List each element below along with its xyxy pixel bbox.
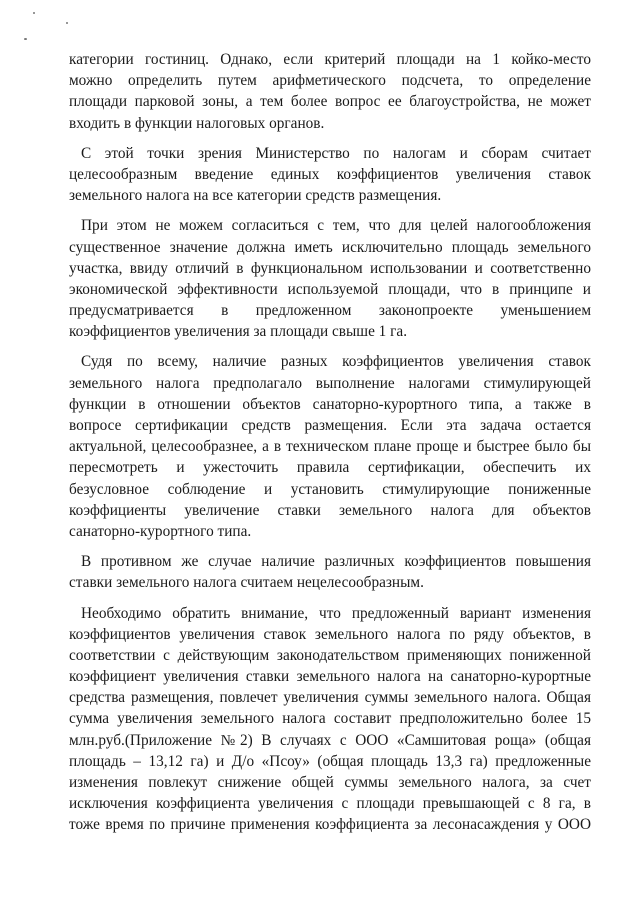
text-line: коэффициентов увеличения ставок земельного налога по ряду объектов, в xyxy=(69,625,591,643)
text-line: сумма увеличения земельного налога составит предположительно более 15 xyxy=(69,710,591,728)
paragraph xyxy=(69,551,591,593)
scan-speck xyxy=(66,22,68,24)
text-line: санаторно-курортного типа. xyxy=(69,522,252,540)
text-line: функции в отношении объектов санаторно-курортного типа, а также в xyxy=(69,395,591,413)
text-line: При этом не можем согласиться с тем, что для целей налогообложения xyxy=(81,217,591,235)
text-line: коэффициентов увеличения за площади свыше 1 га. xyxy=(69,323,408,341)
text-line: площади парковой зоны, а тем более вопрос ее благоустройства, не может xyxy=(69,93,591,111)
text-line: существенное значение должна иметь исключительно площадь земельного xyxy=(69,238,591,256)
text-line: экономической эффективности используемой площади, что в принципе и xyxy=(69,280,591,298)
text-line: предусматривается в предложенном законопроекте уменьшением xyxy=(69,302,591,320)
text-line: безусловное соблюдение и установить стимулирующие пониженные xyxy=(69,480,591,498)
scan-speck xyxy=(33,12,35,14)
scan-speck xyxy=(24,38,27,40)
text-line: коэффициент увеличения ставки земельного налога на санаторно-курортные xyxy=(69,668,591,686)
text-line: целесообразным введение единых коэффициентов увеличения ставок xyxy=(69,165,591,183)
document-page xyxy=(69,49,591,845)
text-line: млн.руб.(Приложение №2) В случаях с ООО «Самшитовая роща» (общая xyxy=(69,731,591,749)
text-line: актуальной, целесообразнее, а в техническом плане проще и быстрее было бы xyxy=(69,438,591,456)
paragraph xyxy=(69,49,591,134)
text-line: входить в функции налоговых органов. xyxy=(69,114,325,132)
text-line: вопросе сертификации средств размещения. Если эта задача остается xyxy=(69,417,591,434)
paragraph xyxy=(69,351,591,542)
text-line: ставки земельного налога считаем нецелесообразным. xyxy=(69,574,424,592)
text-line: коэффициенты увеличение ставки земельного налога для объектов xyxy=(69,501,591,519)
text-line: площадь – 13,12 га) и Д/о «Псоу» (общая площадь 13,3 га) предложенные xyxy=(69,752,591,770)
text-line: категории гостиниц. Однако, если критерий площади на 1 койко-место xyxy=(69,51,591,68)
text-line: изменения повлекут снижение общей суммы земельного налога, за счет xyxy=(69,774,591,791)
text-line: можно определить путем арифметического подсчета, то определение xyxy=(69,72,591,90)
text-line: Судя по всему, наличие разных коэффициентов увеличения ставок xyxy=(81,353,591,371)
text-line: участка, ввиду отличий в функциональном использовании и соответственно xyxy=(69,259,591,277)
text-line: средства размещения, повлечет увеличения суммы земельного налога. Общая xyxy=(69,689,591,707)
text-line: соответствии с действующим законодательством применяющих пониженной xyxy=(69,646,591,664)
text-line: тоже время по причине применения коэффициента за лесонасаждения у ООО xyxy=(69,816,591,834)
text-line: пересмотреть и ужесточить правила сертификации, обеспечить их xyxy=(69,459,591,477)
text-line: исключения коэффициента увеличения с площади превышающей с 8 га, в xyxy=(69,795,591,813)
text-line: Необходимо обратить внимание, что предложенный вариант изменения xyxy=(81,604,591,622)
text-line: С этой точки зрения Министерство по налогам и сборам считает xyxy=(81,144,591,162)
text-line: земельного налога предполагало выполнение налогами стимулирующей xyxy=(69,374,591,392)
text-line: земельного налога на все категории средств размещения. xyxy=(69,187,442,205)
text-line: В противном же случае наличие различных коэффициентов повышения xyxy=(81,553,591,571)
paragraph xyxy=(69,143,591,207)
paragraph xyxy=(69,215,591,342)
paragraph xyxy=(69,603,591,836)
